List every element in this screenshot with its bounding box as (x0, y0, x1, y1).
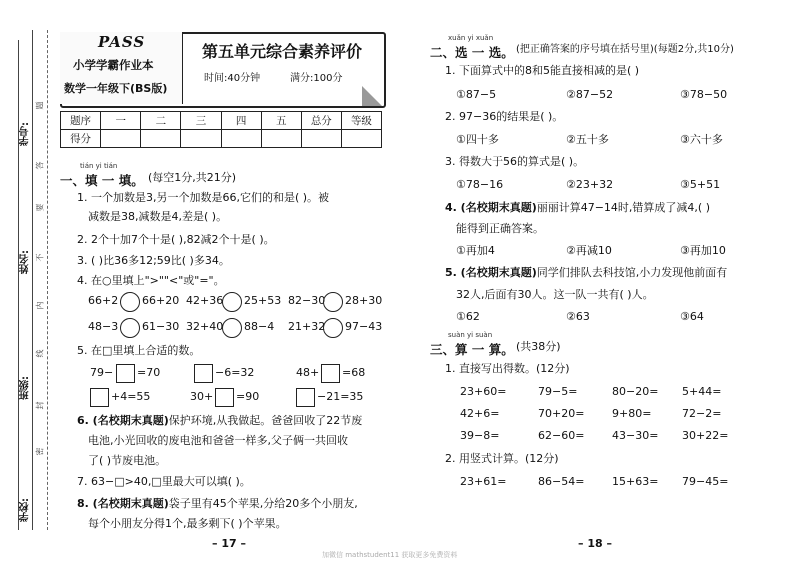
section1-pinyin: tián yi tián (80, 162, 118, 170)
score-cell[interactable] (181, 130, 221, 148)
score-cell[interactable] (101, 130, 141, 148)
compare-circle[interactable] (222, 318, 242, 338)
table-cell: 四 (221, 112, 261, 130)
option[interactable]: ②再减10 (566, 244, 612, 257)
choice-question-1: 1. 下面算式中的8和5能直接相减的是( ) (445, 64, 640, 77)
choice-question-4a: 丽丽计算47−14时,错算成了减4,( ) (536, 201, 711, 214)
table-cell: 五 (261, 112, 301, 130)
section3-heading: 三、算 一 算。 (430, 342, 514, 357)
fill-expr: +4=55 (111, 390, 151, 403)
question-4-tag-text: 4. (名校期末真题) (445, 201, 537, 214)
score-cell[interactable] (301, 130, 341, 148)
choice-question-4b: 能得到正确答案。 (456, 222, 544, 235)
fill-box[interactable] (116, 364, 135, 383)
margin-word: 不 (35, 253, 45, 262)
calc-item: 30+22= (682, 429, 729, 442)
full-score: 满分:100分 (290, 73, 343, 84)
option[interactable]: ③78−50 (680, 88, 728, 101)
question-8-tag (77, 497, 358, 511)
margin-word: 题 (35, 101, 45, 110)
fill-box[interactable] (296, 388, 315, 407)
choice-question-2: 2. 97−36的结果是( )。 (445, 110, 564, 123)
fill-expr: −6=32 (215, 366, 255, 379)
compare-expr: 21+32 (288, 320, 326, 333)
part-2-title: 2. 用竖式计算。(12分) (445, 452, 559, 465)
section2-heading: 二、选 一 选。 (430, 45, 514, 60)
question-6-tag (77, 414, 362, 428)
compare-expr: 48−3 (88, 320, 119, 333)
calc-item: 80−20= (612, 385, 659, 398)
fill-expr: =68 (342, 366, 366, 379)
fill-expr: =70 (137, 366, 161, 379)
compare-expr: 32+40 (186, 320, 224, 333)
fill-expr: 79− (90, 366, 114, 379)
name-label: 姓名: (20, 250, 31, 274)
calc-item: 72−2= (682, 407, 722, 420)
time-limit: 时间:40分钟 (204, 73, 261, 84)
compare-expr: 25+53 (244, 294, 282, 307)
student-number-label: 学号: (20, 122, 31, 146)
compare-circle[interactable] (323, 292, 343, 312)
question-6b: 电池,小光回收的废电池和爸爸一样多,父子俩一共回收 (88, 434, 348, 447)
question-4: 4. 在○里填上">""<"或"="。 (77, 274, 225, 287)
question-2: 2. 2个十加7个十是( ),82减2个十是( )。 (77, 233, 275, 246)
margin-word: 内 (35, 301, 45, 310)
school-label: 学校: (20, 498, 31, 522)
part-1-title: 1. 直接写出得数。(12分) (445, 362, 570, 375)
question-8-tag-text: 8. (名校期末真题) (77, 497, 169, 510)
fill-box[interactable] (215, 388, 234, 407)
fill-box[interactable] (321, 364, 340, 383)
brand-logo: PASS (98, 33, 146, 51)
table-cell: 二 (141, 112, 181, 130)
page-number-right: – 18 – (578, 537, 612, 550)
compare-expr: 66+2 (88, 294, 119, 307)
option[interactable]: ③再加10 (680, 244, 726, 257)
question-8b: 每个小朋友分得1个,最多剩下( )个苹果。 (88, 517, 287, 530)
compare-expr: 88−4 (244, 320, 275, 333)
vertical-calc-item: 86−54= (538, 475, 585, 488)
score-cell[interactable] (221, 130, 261, 148)
section3-note: (共38分) (516, 340, 561, 353)
fill-box[interactable] (90, 388, 109, 407)
section2-note: (把正确答案的序号填在括号里)(每题2分,共10分) (516, 44, 734, 55)
question-7: 7. 63−□>40,□里最大可以填( )。 (77, 475, 251, 488)
option[interactable]: ①再加4 (456, 244, 495, 257)
score-table (60, 111, 382, 148)
table-cell: 总分 (301, 112, 341, 130)
calc-item: 43−30= (612, 429, 659, 442)
grade-label: 数学一年级下(BS版) (64, 82, 168, 95)
section1-note: (每空1分,共21分) (148, 171, 237, 184)
option[interactable]: ①四十多 (456, 133, 499, 146)
choice-question-5b: 32人,后面有30人。这一队一共有( )人。 (456, 288, 654, 301)
choice-question-5a: 同学们排队去科技馆,小力发现他前面有 (536, 266, 728, 279)
compare-circle[interactable] (120, 292, 140, 312)
watermark-text: 加微信 mathstudent11 获取更多免费资料 (322, 551, 458, 559)
binding-line-dashed (47, 30, 48, 530)
calc-item: 23+60= (460, 385, 507, 398)
option[interactable]: ②五十多 (566, 133, 609, 146)
score-cell[interactable] (341, 130, 381, 148)
fill-expr: 30+ (190, 390, 214, 403)
fill-expr: 48+ (296, 366, 320, 379)
question-5: 5. 在□里填上合适的数。 (77, 344, 201, 357)
calc-item: 70+20= (538, 407, 585, 420)
page-number-left: – 17 – (212, 537, 246, 550)
option[interactable]: ③5+51 (680, 178, 721, 191)
question-6c: 了( )节废电池。 (88, 454, 167, 467)
option[interactable]: ③64 (680, 310, 704, 323)
score-cell[interactable] (261, 130, 301, 148)
option[interactable]: ①87−5 (456, 88, 497, 101)
option[interactable]: ②87−52 (566, 88, 614, 101)
question-1b: 减数是38,减数是4,差是( )。 (88, 210, 228, 223)
option[interactable]: ③六十多 (680, 133, 723, 146)
series-name: 小学学霸作业本 (73, 58, 154, 72)
margin-word: 封 (35, 401, 45, 410)
table-cell: 等级 (341, 112, 381, 130)
question-1a: 1. 一个加数是3,另一个加数是66,它们的和是( )。被 (77, 191, 330, 204)
table-cell: 得分 (61, 130, 101, 148)
calc-item: 5+44= (682, 385, 722, 398)
calc-item: 62−60= (538, 429, 585, 442)
compare-circle[interactable] (222, 292, 242, 312)
vertical-calc-item: 15+63= (612, 475, 659, 488)
margin-word: 答 (35, 161, 45, 170)
fill-expr: =90 (236, 390, 260, 403)
table-cell: 一 (101, 112, 141, 130)
compare-expr: 61−30 (142, 320, 180, 333)
option[interactable]: ①78−16 (456, 178, 504, 191)
calc-item: 42+6= (460, 407, 500, 420)
option[interactable]: ②63 (566, 310, 590, 323)
question-5-tag-text: 5. (名校期末真题) (445, 266, 537, 279)
table-cell: 题序 (61, 112, 101, 130)
question-6a: 保护环境,从我做起。爸爸回收了22节废 (168, 414, 363, 427)
question-8a: 袋子里有45个苹果,分给20多个小朋友, (168, 497, 358, 510)
table-row (61, 112, 382, 130)
fill-box[interactable] (194, 364, 213, 383)
margin-word: 线 (35, 349, 45, 358)
binding-line-outer (32, 30, 33, 530)
compare-circle[interactable] (323, 318, 343, 338)
calc-item: 79−5= (538, 385, 578, 398)
calc-item: 9+80= (612, 407, 652, 420)
vertical-calc-item: 79−45= (682, 475, 729, 488)
question-3: 3. ( )比36多12;59比( )多34。 (77, 254, 230, 267)
fill-expr: −21=35 (317, 390, 364, 403)
margin-word: 要 (35, 203, 45, 212)
section3-pinyin: suàn yi suàn (448, 331, 493, 339)
compare-expr: 97−43 (345, 320, 383, 333)
choice-question-4 (445, 201, 710, 215)
calc-item: 39−8= (460, 429, 500, 442)
section2-pinyin: xuǎn yi xuǎn (448, 34, 494, 42)
class-label: 班级: (20, 376, 31, 400)
margin-word: 密 (35, 447, 45, 456)
option[interactable]: ①62 (456, 310, 480, 323)
vertical-calc-item: 23+61= (460, 475, 507, 488)
table-row (61, 130, 382, 148)
compare-expr: 66+20 (142, 294, 180, 307)
score-cell[interactable] (141, 130, 181, 148)
table-cell: 三 (181, 112, 221, 130)
compare-expr: 28+30 (345, 294, 383, 307)
choice-question-5 (445, 266, 727, 280)
corner-fold (362, 86, 382, 106)
compare-circle[interactable] (120, 318, 140, 338)
compare-expr: 42+36 (186, 294, 224, 307)
question-6-tag-text: 6. (名校期末真题) (77, 414, 169, 427)
page-title: 第五单元综合素养评价 (202, 42, 363, 61)
choice-question-3: 3. 得数大于56的算式是( )。 (445, 155, 585, 168)
binding-line-inner (18, 40, 19, 530)
compare-expr: 82−30 (288, 294, 326, 307)
option[interactable]: ②23+32 (566, 178, 614, 191)
section1-heading: 一、填 一 填。 (60, 173, 144, 188)
